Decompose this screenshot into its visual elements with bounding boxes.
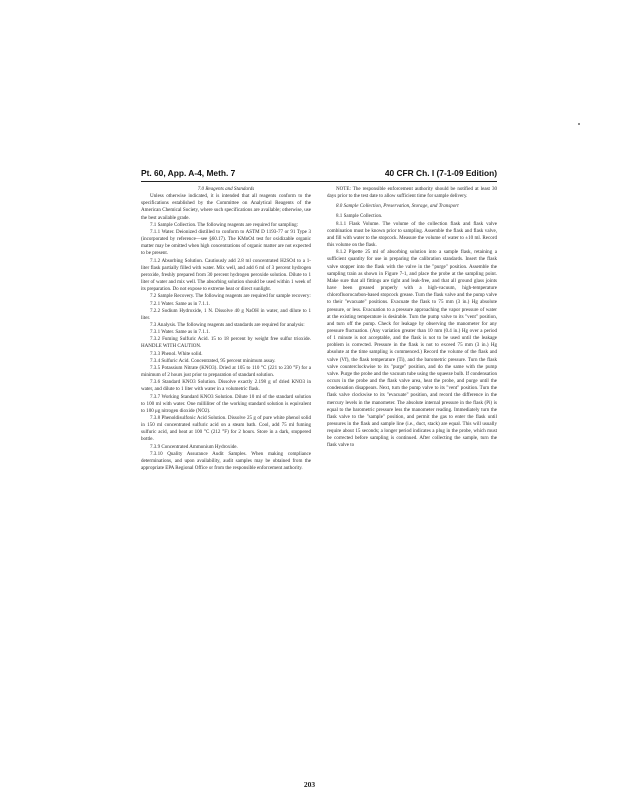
paragraph: 7.3.4 Sulfuric Acid. Concentrated, 95 percent minimum assay. (150, 357, 276, 364)
left-column (141, 186, 311, 472)
paragraph: 7.3.10 Quality Assurance Audit Samples. When making compliance determinations, and upon availability, audit samples may be obtained from the appropriate EPA Regional Office or from the responsible enforcement authority. (141, 450, 311, 472)
paragraph: 7.1.2 Absorbing Solution. Cautiously add 2.8 ml concentrated H2SO4 to a 1-liter flask partially filled with water. Mix well, and add 6 ml of 3 percent hydrogen peroxide, freshly prepared from 30 percent hydrogen peroxide solution. Dilute to 1 liter of water and mix well. The absorbing solution should be used within 1 week of its preparation. Do not expose to extreme heat or direct sunlight. (141, 257, 311, 293)
paragraph: 7.3.3 Phenol. White solid. (150, 350, 203, 357)
right-column (327, 186, 497, 450)
paragraph: 8.1.2 Pipette 25 ml of absorbing solution into a sample flask, retaining a sufficient quantity for use in preparing the calibration standards. Insert the flask valve stopper into the flask with the valve in the "purge" position. Assemble the sampling train as shown in Figure 7-1, and place the probe at the sampling point. Make sure that all fittings are tight and leak-free, and that all ground glass joints have been greased properly with a high-vacuum, high-temperature chlorofluorocarbon-based stopcock grease. Turn the flask valve and the pump valve to their "evacuate" positions. Evacuate the flask to 75 mm (3 in.) Hg absolute pressure, or less. Evacuation to a pressure approaching the vapor pressure of water at the existing temperature is desirable. Turn the pump valve to its "vent" position, and turn off the pump. Check for leakage by observing the manometer for any pressure fluctuation. (Any variation greater than 10 mm (0.4 in.) Hg over a period of 1 minute is not acceptable, and the flask is not to be used until the leakage problem is corrected. Pressure in the flask is not to exceed 75 mm (3 in.) Hg absolute at the time sampling is commenced.) Record the volume of the flask and valve (Vf), the flask temperature (Ti), and the barometric pressure. Turn the flask valve counterclockwise to its "purge" position, and do the same with the pump valve. Purge the probe and the vacuum tube using the squeeze bulb. If condensation occurs in the probe and the flask valve area, heat the probe, and purge until the condensation disappears. Next, turn the pump valve to its "vent" position. Turn the flask valve clockwise to its "evacuate" position, and record the difference in the mercury levels in the manometer. The absolute internal pressure in the flask (Pi) is equal to the barometric pressure less the manometer reading. Immediately turn the flask valve to the "sample" position, and permit the gas to enter the flask until pressures in the flask and sample line (i.e., duct, stack) are equal. This will usually require about 15 seconds; a longer period indicates a plug in the probe, which must be corrected before sampling is continued. After collecting the sample, turn the flask valve to (327, 249, 497, 449)
section-heading: 8.0 Sample Collection, Preservation, Storage, and Transport (336, 203, 459, 210)
paragraph: 7.3.6 Standard KNO3 Solution. Dissolve exactly 2.198 g of dried KNO3 in water, and dilute to 1 liter with water in a volumetric flask. (141, 379, 311, 393)
paragraph: 7.3.2 Fuming Sulfuric Acid. 15 to 18 percent by weight free sulfur trioxide. HANDLE WITH CAUTION. (141, 336, 311, 350)
header-rule (141, 181, 497, 182)
section-heading: 7.0 Reagents and Standards (197, 186, 255, 192)
paragraph: 7.3 Analysis. The following reagents and standards are required for analysis: (150, 321, 305, 328)
running-header (141, 168, 497, 182)
paragraph: 7.3.9 Concentrated Ammonium Hydroxide. (150, 443, 238, 450)
paragraph: 7.2.1 Water. Same as in 7.1.1. (150, 300, 210, 307)
paragraph: 8.1 Sample Collection. (336, 213, 383, 220)
paragraph: 7.2 Sample Recovery. The following reagents are required for sample recovery: (150, 293, 311, 300)
speck-mark (578, 123, 580, 125)
paragraph: NOTE: The responsible enforcement authority should be notified at least 30 days prior to the test date to allow sufficient time for sample delivery. (327, 186, 497, 200)
paragraph: 7.3.8 Phenoldisulfonic Acid Solution. Dissolve 25 g of pure white phenol solid in 150 ml concentrated sulfuric acid on a steam bath. Cool, add 75 ml fuming sulfuric acid, and heat at 100 °C (212 °F) for 2 hours. Store in a dark, stoppered bottle. (141, 415, 311, 443)
paragraph: 7.1.1 Water. Deionized distilled to conform to ASTM D 1193-77 or 91 Type 3 (incorporated by reference—see §60.17). The KMnO4 test for oxidizable organic matter may be omitted when high concentrations of organic matter are not expected to be present. (141, 228, 311, 257)
paragraph: 7.3.5 Potassium Nitrate (KNO3). Dried at 105 to 110 °C (221 to 230 °F) for a minimum of 2 hours just prior to preparation of standard solution. (141, 364, 311, 379)
paragraph: 7.3.1 Water. Same as in 7.1.1. (150, 329, 210, 336)
paragraph: Unless otherwise indicated, it is intended that all reagents conform to the specifications established by the Committee on Analytical Reagents of the American Chemical Society, where such specifications are available; otherwise, use the best available grade. (141, 193, 311, 221)
page-number: 203 (303, 780, 316, 789)
paragraph: 7.2.2 Sodium Hydroxide, 1 N. Dissolve 40 g NaOH in water, and dilute to 1 liter. (141, 307, 311, 321)
header-left: Pt. 60, App. A-4, Meth. 7 (141, 168, 236, 178)
paragraph: 7.1 Sample Collection. The following reagents are required for sampling: (150, 221, 299, 228)
header-right: 40 CFR Ch. I (7-1-09 Edition) (384, 168, 497, 178)
paragraph: 8.1.1 Flask Volume. The volume of the collection flask and flask valve combination must be known prior to sampling. Assemble the flask and flask valve, and fill with water to the stopcock. Measure the volume of water to ±10 ml. Record this volume on the flask. (327, 220, 497, 249)
paragraph: 7.3.7 Working Standard KNO3 Solution. Dilute 10 ml of the standard solution to 100 ml with water. One milliliter of the working standard solution is equivalent to 100 μg nitrogen dioxide (NO2). (141, 393, 311, 414)
